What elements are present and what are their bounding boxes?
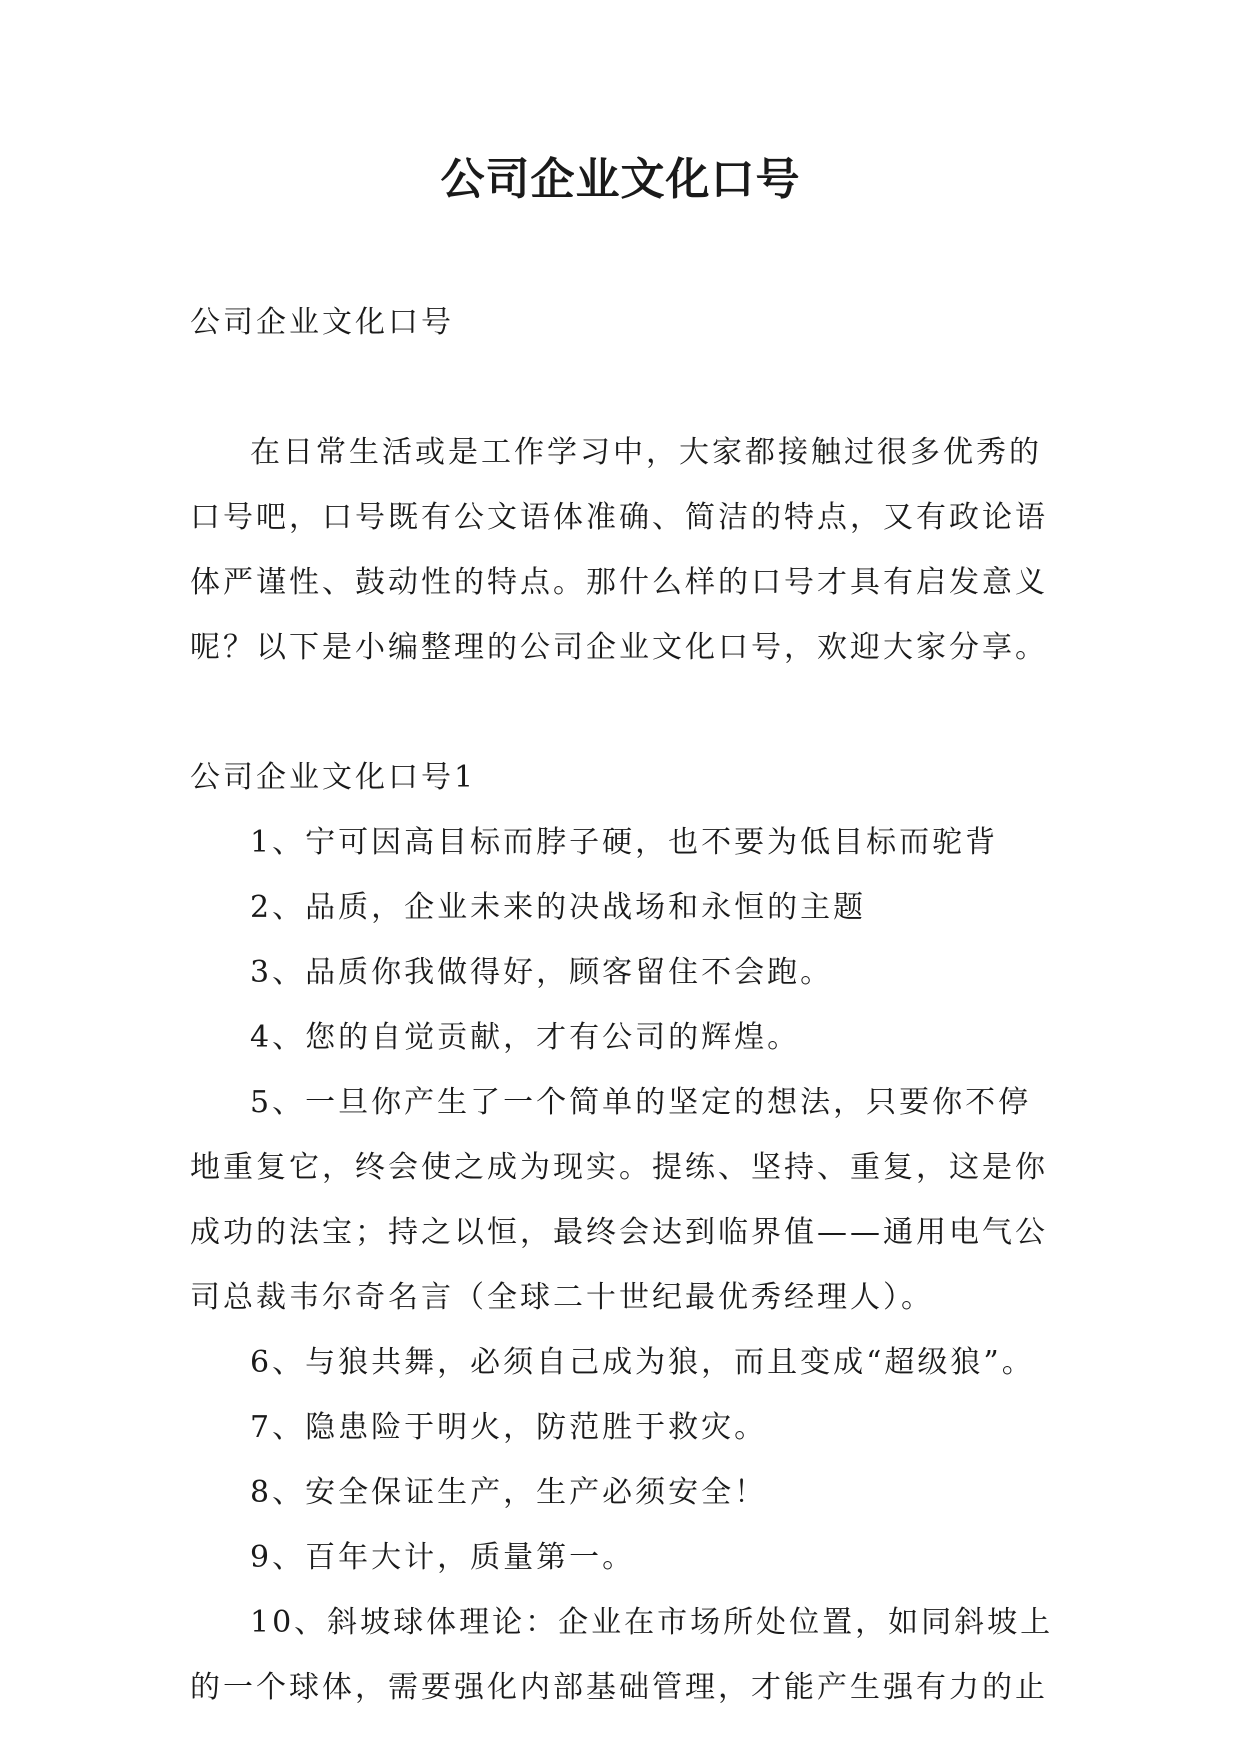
list-item: 6、与狼共舞，必须自己成为狼，而且变成“超级狼”。: [250, 1345, 1035, 1380]
list-item: 8、安全保证生产，生产必须安全！: [250, 1475, 768, 1510]
list-item: 7、隐患险于明火，防范胜于救灾。: [250, 1410, 768, 1445]
list-item: 9、百年大计，质量第一。: [250, 1540, 636, 1575]
list-item: 3、品质你我做得好，顾客留住不会跑。: [250, 955, 834, 990]
list-item: 1、宁可因高目标而脖子硬，也不要为低目标而驼背: [250, 825, 999, 860]
list-item: 4、您的自觉贡献，才有公司的辉煌。: [250, 1020, 801, 1055]
document-body: [190, 290, 1055, 1720]
intro-paragraph: 在日常生活或是工作学习中，大家都接触过很多优秀的口号吧，口号既有公文语体准确、简洁的特点，又有政论语体严谨性、鼓动性的特点。那什么样的口号才具有启发意义呢？以下是小编整理的公司企业文化口号，欢迎大家分享。: [190, 435, 1048, 665]
list-item: 10、斜坡球体理论：企业在市场所处位置，如同斜坡上的一个球体，需要强化内部基础管理，才能产生强有力的止: [190, 1605, 1054, 1705]
list-item: 5、一旦你产生了一个简单的坚定的想法，只要你不停地重复它，终会使之成为现实。提练、坚持、重复，这是你成功的法宝；持之以恒，最终会达到临界值——通用电气公司总裁韦尔奇名言（全球二十世纪最优秀经理人）。: [190, 1085, 1048, 1315]
list-item: 2、品质，企业未来的决战场和永恒的主题: [250, 890, 867, 925]
section-heading: 公司企业文化口号1: [190, 760, 477, 795]
subtitle-line: 公司企业文化口号: [190, 305, 454, 340]
document-title: 公司企业文化口号: [440, 154, 801, 205]
